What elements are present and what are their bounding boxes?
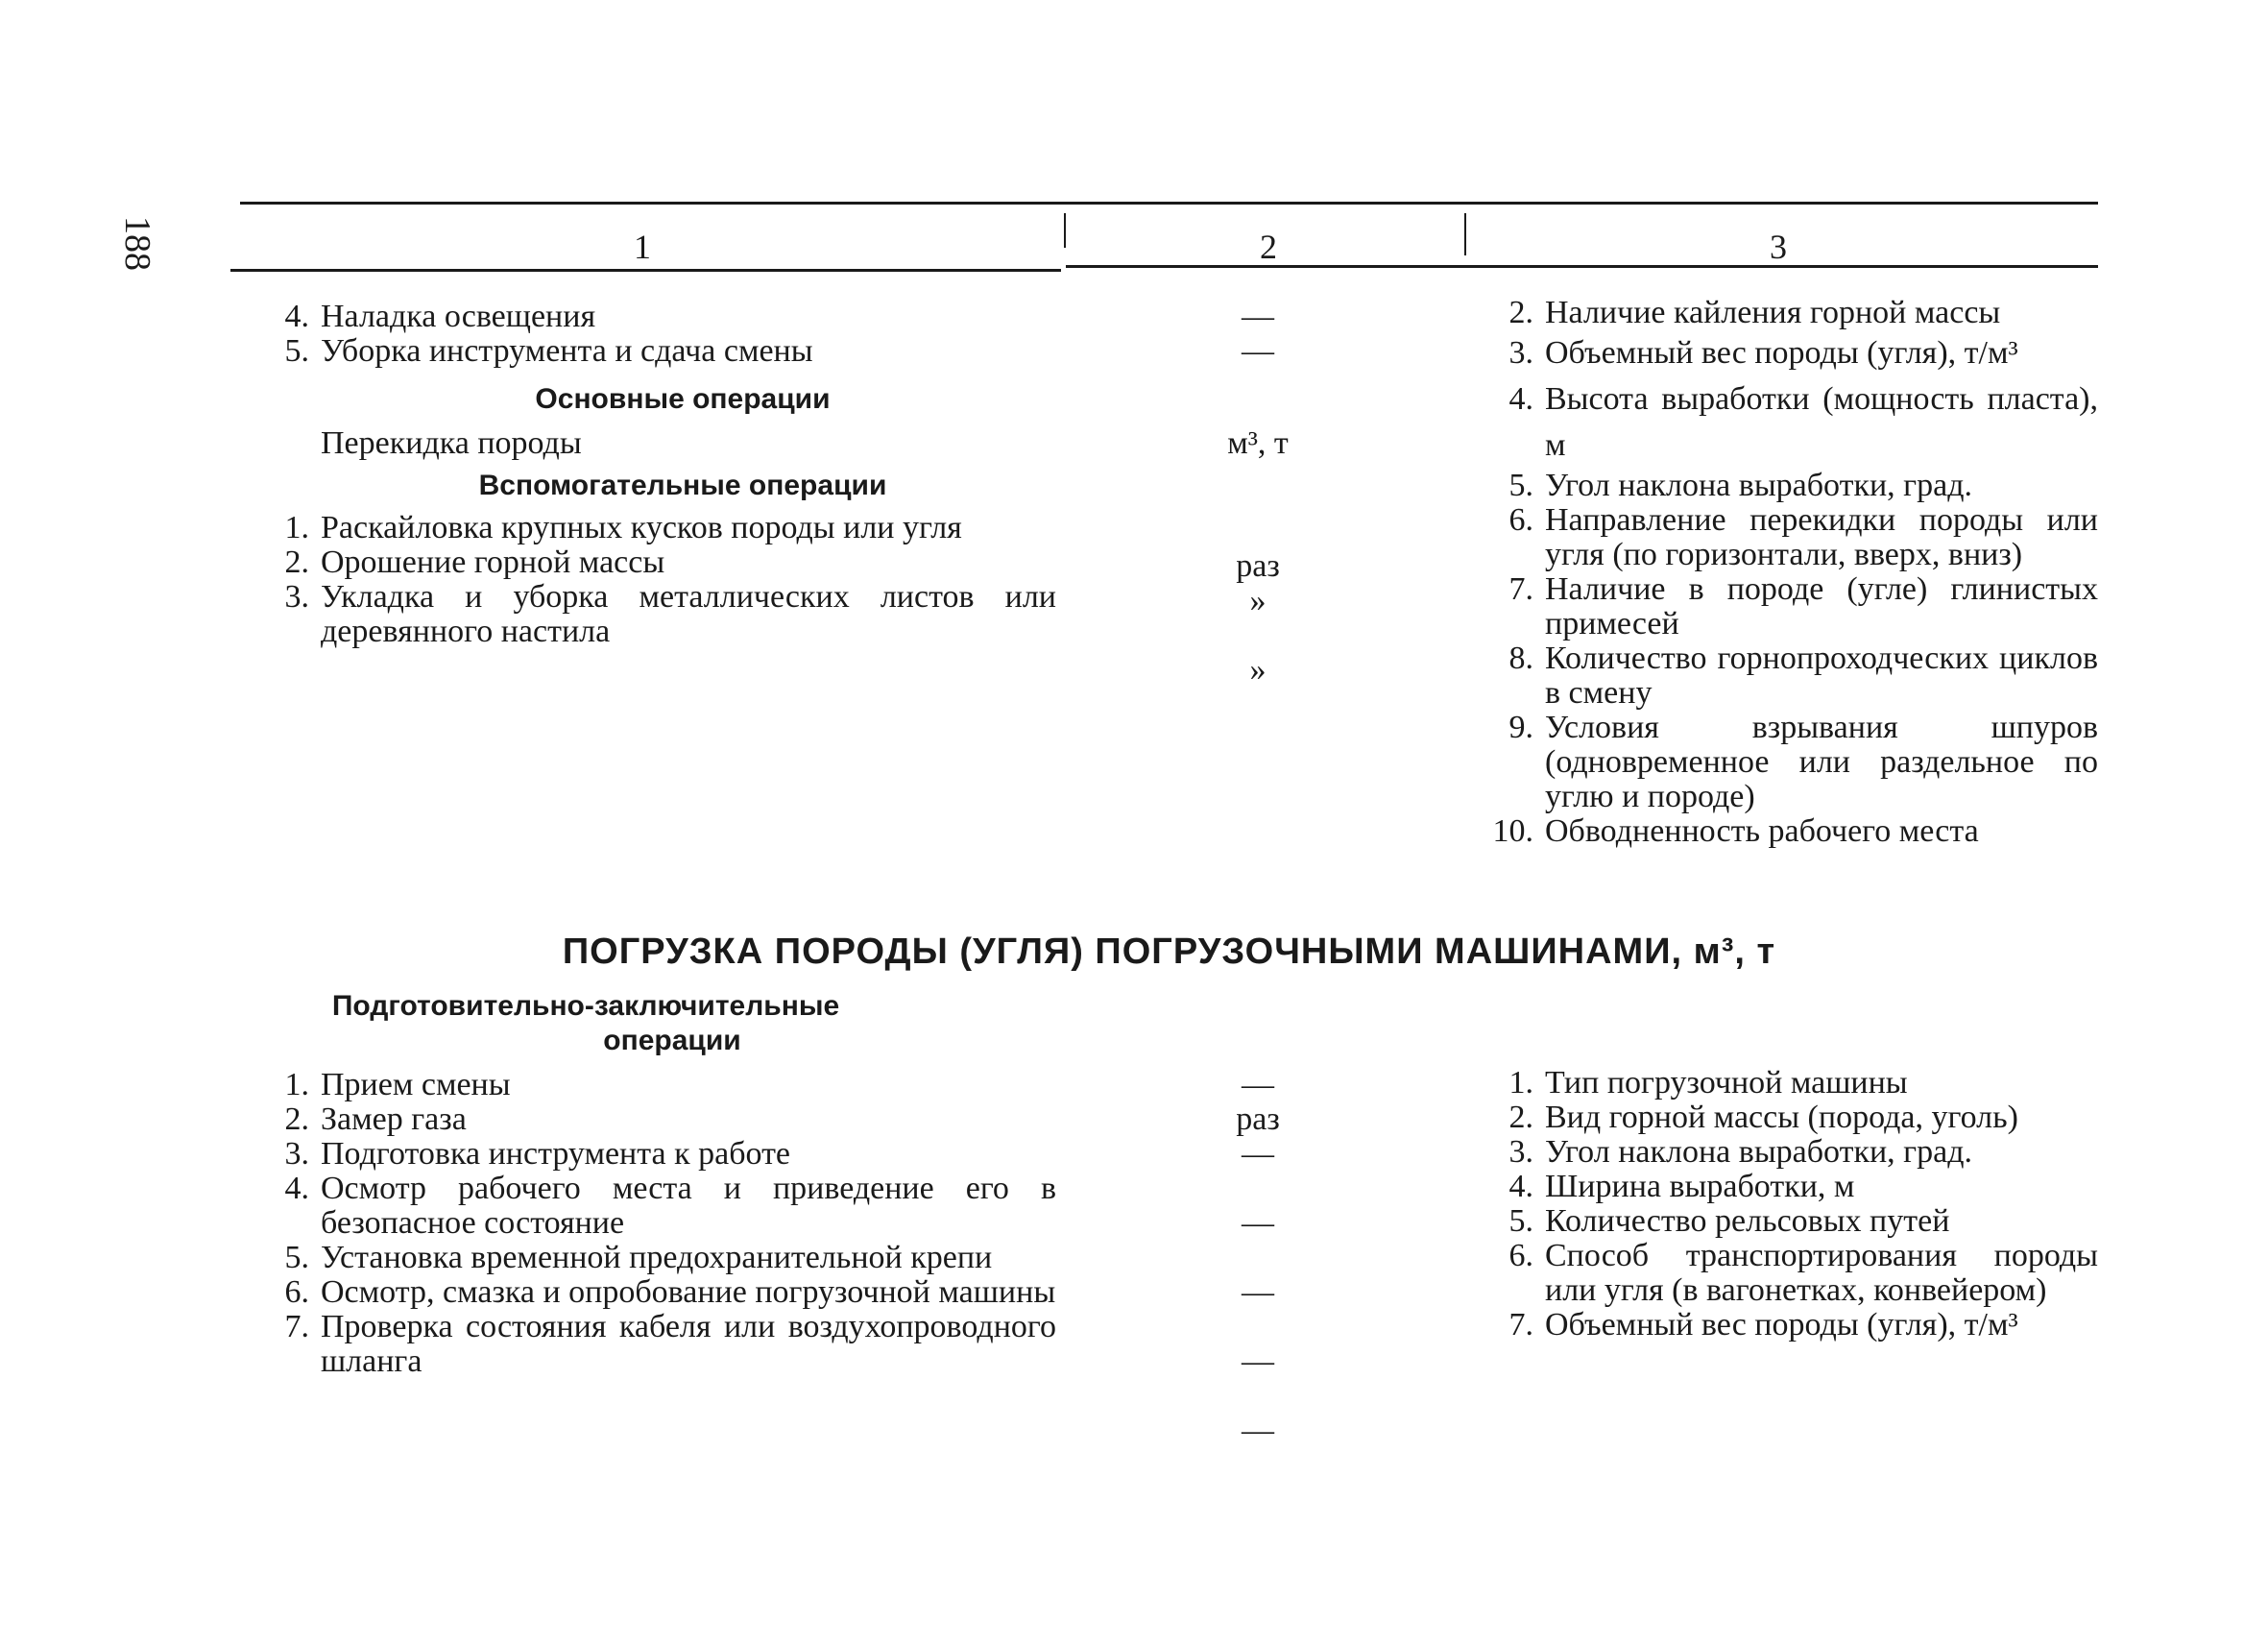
page-number: 188: [117, 216, 157, 271]
prep-operations-heading-line2: операции: [603, 1025, 741, 1056]
list-item: 7. Наличие в породе (угле) глинистых примесей: [1508, 571, 2098, 641]
column-header-3: 3: [1770, 228, 1787, 266]
section-title: ПОГРУЗКА ПОРОДЫ (УГЛЯ) ПОГРУЗОЧНЫМИ МАШИНАМИ, м³, т: [562, 931, 1776, 972]
ditto-mark: »: [1249, 583, 1267, 618]
ditto-mark: »: [1249, 652, 1267, 688]
top-column-1: [240, 300, 1056, 649]
column-header-2: 2: [1260, 228, 1277, 266]
list-item: 4. Осмотр рабочего места и приведение его в безопасное состояние: [284, 1171, 1056, 1241]
list-item: 2. Орошение горной массы: [284, 544, 665, 580]
list-item: 1. Прием смены: [284, 1067, 511, 1102]
dash: —: [1242, 1205, 1274, 1241]
column-header-1: 1: [634, 228, 651, 266]
list-item: 7. Объемный вес породы (угля), т/м³: [1508, 1307, 2018, 1343]
list-item: 6. Направление перекидки породы или угля (по горизонтали, вверх, вниз): [1508, 502, 2098, 572]
header-bottom-rule-col23: [1066, 265, 2098, 268]
dash: —: [1242, 1067, 1274, 1102]
header-top-rule: [240, 202, 2098, 205]
bottom-column-1: [240, 989, 1056, 1379]
list-item: 8. Количество горнопроходческих циклов в смену: [1508, 641, 2098, 711]
list-item: 4. Наладка освещения: [284, 299, 596, 334]
list-item: 6. Способ транспортирования породы или угля (в вагонетках, конвейером): [1508, 1238, 2098, 1308]
unit-label: м³, т: [1227, 425, 1289, 461]
dash: —: [1242, 1413, 1274, 1448]
header-divider-2: [1464, 213, 1466, 255]
dash: —: [1242, 1343, 1274, 1379]
list-item: 2. Замер газа: [284, 1101, 467, 1137]
list-item: 6. Осмотр, смазка и опробование погрузочной машины: [284, 1274, 1056, 1310]
list-item: 9. Условия взрывания шпуров (одновременное или раздельное по углю и породе): [1508, 710, 2098, 814]
list-item: 5. Количество рельсовых путей: [1508, 1203, 1950, 1239]
list-item: 2. Наличие кайления горной массы: [1508, 295, 2001, 330]
top-column-3: [1464, 296, 2098, 849]
dash: —: [1242, 1274, 1274, 1310]
list-item: 7. Проверка состояния кабеля или воздухопроводного шланга: [284, 1309, 1056, 1379]
list-item: 5. Угол наклона выработки, град.: [1508, 468, 1973, 503]
main-operations-heading: Основные операции: [535, 383, 831, 415]
bottom-column-2: [1133, 1068, 1383, 1452]
list-item: 10. Обводненность рабочего места: [1492, 813, 1979, 849]
header-divider-1: [1064, 213, 1066, 248]
dash: —: [1242, 299, 1274, 334]
list-item: 3. Объемный вес породы (угля), т/м³: [1508, 335, 2018, 371]
list-item: 1. Тип погрузочной машины: [1508, 1065, 1908, 1101]
list-item: Перекидка породы: [321, 425, 582, 461]
list-item: 3. Укладка и уборка металлических листов или деревянного настила: [284, 579, 1056, 649]
list-item: 3. Угол наклона выработки, град.: [1508, 1134, 1973, 1170]
list-item: 4. Ширина выработки, м: [1508, 1169, 1855, 1204]
list-item: 2. Вид горной массы (порода, уголь): [1508, 1100, 2018, 1135]
list-item: 3. Подготовка инструмента к работе: [284, 1136, 791, 1172]
header-bottom-rule-col1: [230, 269, 1061, 272]
list-item: 5. Уборка инструмента и сдача смены: [284, 333, 813, 369]
list-item: 4. Высота выработки (мощность пласта), м: [1508, 381, 2098, 463]
dash: —: [1242, 1136, 1274, 1172]
bottom-column-3: [1464, 1066, 2098, 1343]
top-column-2: [1133, 300, 1383, 703]
list-item: 5. Установка временной предохранительной крепи: [284, 1240, 993, 1275]
auxiliary-operations-heading: Вспомогательные операции: [478, 470, 887, 501]
list-item: 1. Раскайловка крупных кусков породы или угля: [284, 510, 962, 545]
dash: —: [1242, 333, 1274, 369]
raz-label: раз: [1236, 1101, 1280, 1137]
raz-label: раз: [1236, 548, 1280, 584]
prep-operations-heading: Подготовительно-заключительные: [331, 990, 840, 1022]
